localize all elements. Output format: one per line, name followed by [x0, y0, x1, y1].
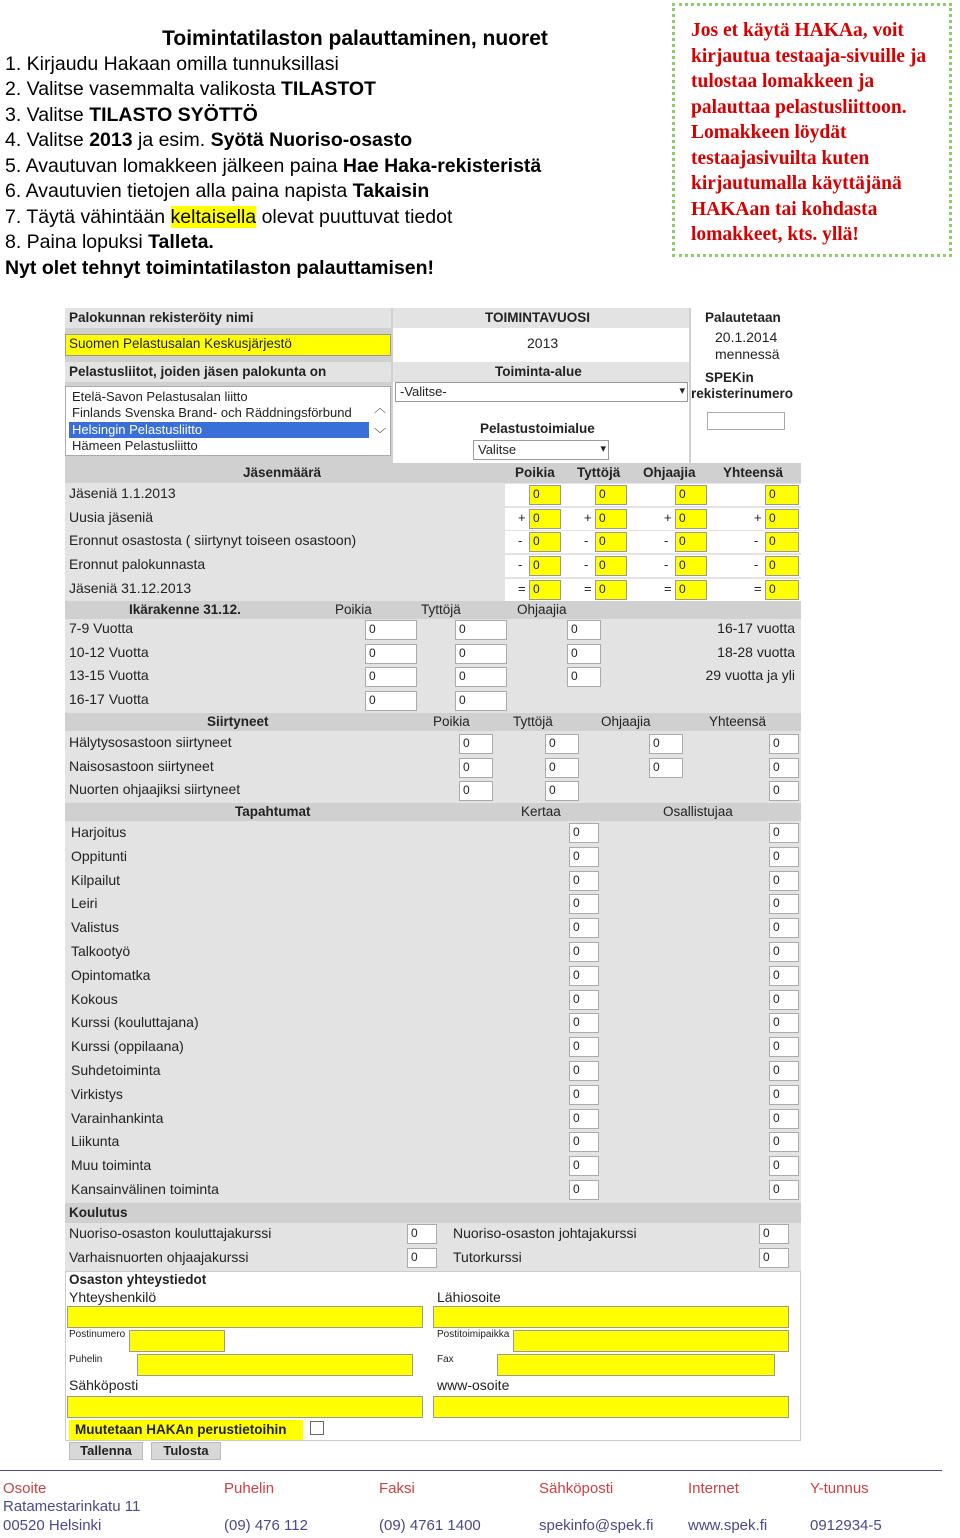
rescue-header: Pelastustoimialue — [480, 421, 595, 436]
training-right-label: Nuoriso-osaston johtajakurssi — [453, 1225, 637, 1241]
event-value-field[interactable]: 0 — [769, 1132, 799, 1152]
membership-row-label: Jäseniä 31.12.2013 — [69, 579, 192, 596]
transfer-value-field[interactable]: 0 — [649, 734, 683, 754]
membership-sign: + — [518, 509, 526, 525]
print-button[interactable]: Tulosta — [151, 1442, 221, 1460]
event-row-label: Kokous — [71, 990, 118, 1007]
event-row-label: Oppitunti — [71, 847, 128, 864]
step-text: olevat puuttuvat tiedot — [256, 205, 453, 228]
col-header: Poikia — [433, 714, 470, 729]
age-group-label: 16-17 vuotta — [717, 620, 795, 636]
event-row-label: Kurssi (kouluttajana) — [71, 1014, 199, 1031]
due-date: 20.1.2014 — [715, 329, 778, 345]
event-value-field[interactable]: 0 — [569, 1132, 599, 1152]
event-value-field[interactable]: 0 — [569, 918, 599, 938]
event-value-field[interactable]: 0 — [569, 1061, 599, 1081]
membership-value-field[interactable]: 0 — [675, 509, 707, 529]
postal-number-field[interactable] — [129, 1330, 225, 1352]
footer-head: Internet — [688, 1480, 739, 1497]
year-header: TOIMINTAVUOSI — [485, 310, 591, 325]
due-header: Palautetaan — [705, 310, 781, 325]
event-value-field[interactable]: 0 — [569, 966, 599, 986]
event-value-field[interactable]: 0 — [769, 1013, 799, 1033]
footer-internet — [688, 1480, 767, 1535]
col-header: Osallistujaa — [663, 804, 733, 819]
col-header: Yhteensä — [709, 714, 767, 729]
fax-field[interactable] — [497, 1354, 775, 1376]
step-3 — [5, 103, 665, 129]
transfer-value-field[interactable]: 0 — [769, 781, 799, 801]
age-value-field[interactable]: 0 — [567, 667, 601, 687]
footer-line: 00520 Helsinki — [3, 1517, 102, 1534]
age-value-field[interactable]: 0 — [567, 620, 601, 640]
membership-sign: - — [754, 533, 759, 549]
event-row-label: Leiri — [71, 895, 98, 912]
event-value-field[interactable]: 0 — [569, 1037, 599, 1057]
membership-sign: + — [584, 509, 592, 525]
event-value-field[interactable]: 0 — [569, 1180, 599, 1200]
event-row-label: Virkistys — [71, 1085, 123, 1102]
footer-fax — [379, 1480, 481, 1535]
event-value-field[interactable]: 0 — [769, 1037, 799, 1057]
area-select[interactable] — [395, 382, 688, 402]
age-row-label: 16-17 Vuotta — [69, 690, 149, 707]
event-row-label: Muu toiminta — [71, 1157, 152, 1174]
step-emphasis: 2013 — [89, 129, 133, 151]
federations-header: Pelastusliitot, joiden jäsen palokunta on — [69, 364, 327, 379]
event-value-field[interactable]: 0 — [769, 942, 799, 962]
event-value-field[interactable]: 0 — [769, 918, 799, 938]
membership-sign: = — [754, 580, 762, 596]
step-emphasis: TILASTOT — [281, 78, 376, 100]
event-value-field[interactable]: 0 — [769, 1109, 799, 1129]
transfer-value-field[interactable]: 0 — [545, 734, 579, 754]
age-value-field[interactable]: 0 — [365, 667, 417, 687]
statistics-form — [65, 308, 801, 1458]
step-text: 2. Valitse vasemmalta valikosta — [5, 78, 281, 100]
training-header: Koulutus — [69, 1205, 128, 1220]
age-value-field[interactable]: 0 — [365, 691, 417, 711]
membership-value-field[interactable]: 0 — [765, 485, 799, 505]
footer-head: Faksi — [379, 1480, 415, 1497]
transfer-value-field[interactable]: 0 — [545, 758, 579, 778]
transfers-header: Siirtyneet — [207, 714, 269, 729]
membership-value-field[interactable]: 0 — [675, 485, 707, 505]
age-group-label: 18-28 vuotta — [717, 643, 795, 660]
footer-line: (09) 4761 1400 — [379, 1517, 481, 1534]
membership-row-label: Eronnut palokunnasta — [69, 556, 206, 573]
membership-row-label: Jäseniä 1.1.2013 — [69, 485, 176, 501]
event-value-field[interactable]: 0 — [769, 1156, 799, 1176]
footer-business-id — [810, 1480, 882, 1535]
events-header: Tapahtumat — [235, 804, 311, 819]
transfer-value-field[interactable]: 0 — [459, 734, 493, 754]
membership-value-field[interactable]: 0 — [675, 532, 707, 552]
col-header: Kertaa — [521, 804, 561, 819]
membership-value-field[interactable]: 0 — [529, 580, 561, 600]
footer-line[interactable]: www.spek.fi — [688, 1517, 768, 1534]
membership-value-field[interactable]: 0 — [595, 580, 627, 600]
step-text: 7. Täytä vähintään — [5, 205, 171, 228]
age-value-field[interactable]: 0 — [567, 644, 601, 664]
contact-person-field[interactable] — [67, 1306, 423, 1328]
instructions-title: Toimintatilaston palauttaminen, nuoret — [162, 27, 548, 50]
rescue-select[interactable] — [473, 440, 609, 460]
col-header: Poikia — [335, 602, 372, 617]
event-value-field[interactable]: 0 — [569, 990, 599, 1010]
step-text: 5. Avautuvan lomakkeen jälkeen paina — [5, 154, 343, 177]
federation-option[interactable]: Finlands Svenska Brand- och Räddningsförbund — [72, 405, 352, 420]
membership-sign: = — [664, 580, 672, 596]
transfer-value-field[interactable]: 0 — [649, 758, 683, 778]
footer-line[interactable]: spekinfo@spek.fi — [539, 1517, 654, 1534]
footer-email — [539, 1480, 653, 1535]
event-value-field[interactable]: 0 — [769, 1180, 799, 1200]
org-name-field[interactable]: Suomen Pelastusalan Keskusjärjestö — [65, 334, 391, 356]
step-text: 4. Valitse — [5, 129, 90, 151]
age-value-field[interactable]: 0 — [365, 644, 417, 664]
step-highlight: keltaisella — [170, 205, 257, 228]
membership-value-field[interactable]: 0 — [529, 509, 561, 529]
spek-number-field[interactable] — [707, 412, 785, 430]
membership-row-label: Eronnut osastosta ( siirtynyt toiseen osastoon) — [69, 532, 357, 549]
age-group-label: 29 vuotta ja yli — [705, 667, 795, 683]
membership-value-field[interactable]: 0 — [529, 556, 561, 576]
event-row-label: Harjoitus — [71, 824, 127, 840]
area-select-value: -Valitse- — [400, 384, 447, 399]
postal-number-label: Postinumero — [69, 1329, 126, 1340]
chevron-down-icon: ▾ — [600, 443, 606, 455]
footer-head: Puhelin — [224, 1480, 275, 1497]
membership-value-field[interactable]: 0 — [595, 556, 627, 576]
event-value-field[interactable]: 0 — [569, 847, 599, 867]
membership-sign: - — [584, 533, 589, 549]
org-header: Palokunnan rekisteröity nimi — [69, 310, 254, 325]
training-left-field[interactable]: 0 — [407, 1248, 437, 1268]
change-basic-info-label: Muutetaan HAKAn perustietoihin — [75, 1422, 287, 1437]
event-value-field[interactable]: 0 — [569, 1013, 599, 1033]
event-row-label: Liikunta — [71, 1133, 120, 1150]
event-value-field[interactable]: 0 — [569, 1109, 599, 1129]
age-value-field[interactable]: 0 — [455, 620, 507, 640]
event-value-field[interactable]: 0 — [769, 871, 799, 891]
membership-sign: = — [518, 580, 526, 596]
footer-line: (09) 476 112 — [224, 1517, 308, 1534]
federation-option[interactable]: Etelä-Savon Pelastusalan liitto — [72, 389, 248, 404]
training-left-label: Nuoriso-osaston kouluttajakurssi — [69, 1225, 272, 1241]
event-value-field[interactable]: 0 — [769, 966, 799, 986]
age-row-label: 7-9 Vuotta — [69, 620, 134, 636]
event-value-field[interactable]: 0 — [769, 1061, 799, 1081]
col-header: Ohjaajia — [643, 465, 696, 480]
col-header: Tyttöjä — [577, 465, 621, 480]
membership-value-field[interactable]: 0 — [595, 532, 627, 552]
federation-option[interactable]: Hämeen Pelastusliitto — [72, 438, 198, 453]
training-right-field[interactable]: 0 — [759, 1248, 789, 1268]
membership-row-label: Uusia jäseniä — [69, 508, 154, 525]
contact-person-label: Yhteyshenkilö — [69, 1289, 157, 1305]
membership-sign: - — [664, 533, 669, 549]
membership-sign: + — [754, 509, 762, 525]
event-value-field[interactable]: 0 — [569, 823, 599, 843]
transfer-value-field[interactable]: 0 — [545, 781, 579, 801]
scroll-down-icon[interactable]: ﹀ — [373, 427, 386, 441]
membership-sign: - — [584, 557, 589, 573]
footer-head: Y-tunnus — [810, 1480, 869, 1497]
ages-body — [65, 619, 801, 713]
membership-sign: - — [518, 557, 523, 573]
transfer-value-field[interactable]: 0 — [769, 734, 799, 754]
step-2 — [5, 77, 665, 103]
membership-value-field[interactable]: 0 — [529, 485, 561, 505]
transfer-value-field[interactable]: 0 — [769, 758, 799, 778]
footer-address — [3, 1480, 140, 1535]
event-value-field[interactable]: 0 — [769, 990, 799, 1010]
training-left-label: Varhaisnuorten ohjaajakurssi — [69, 1249, 249, 1265]
step-6 — [5, 179, 665, 205]
age-value-field[interactable]: 0 — [365, 620, 417, 640]
event-value-field[interactable]: 0 — [569, 871, 599, 891]
step-text: 3. Valitse — [5, 103, 90, 126]
change-basic-info-checkbox[interactable] — [310, 1421, 324, 1435]
chevron-down-icon: ▾ — [679, 385, 685, 397]
col-header: Ohjaajia — [601, 714, 651, 729]
transfer-value-field[interactable]: 0 — [459, 758, 493, 778]
event-row-label: Talkootyö — [71, 943, 131, 959]
postal-office-label: Postitoimipaikka — [437, 1329, 510, 1340]
membership-sign: + — [664, 509, 672, 525]
step-7 — [5, 205, 665, 231]
col-header: Tyttöjä — [513, 714, 553, 729]
membership-sign: - — [754, 557, 759, 573]
haka-note: Jos et käytä HAKAa, voit kirjautua testaaja-sivuille ja tulostaa lomakkeen ja palauttaa pelastusliittoon. Lomakkeen löydät testaajasivuilta kuten kirjautumalla käyttäjänä HAKAan tai kohdasta lomakkeet, kts. yllä! — [672, 3, 952, 257]
federations-listbox[interactable] — [65, 386, 391, 456]
event-value-field[interactable]: 0 — [769, 823, 799, 843]
step-emphasis: TILASTO SYÖTTÖ — [89, 103, 258, 126]
membership-value-field[interactable]: 0 — [675, 556, 707, 576]
step-emphasis: Hae Haka-rekisteristä — [342, 154, 542, 177]
federation-option-selected[interactable]: Helsingin Pelastusliitto — [69, 422, 369, 438]
training-header-bg — [65, 1203, 801, 1223]
area-header: Toiminta-alue — [495, 364, 582, 379]
event-row-label: Varainhankinta — [71, 1109, 164, 1126]
year-value: 2013 — [527, 335, 559, 351]
step-8 — [5, 230, 665, 256]
event-value-field[interactable]: 0 — [769, 847, 799, 867]
membership-header: Jäsenmäärä — [243, 465, 322, 480]
membership-sign: = — [584, 580, 592, 596]
step-emphasis: Syötä Nuoriso-osasto — [210, 129, 413, 151]
email-label: Sähköposti — [69, 1377, 139, 1393]
training-left-field[interactable]: 0 — [407, 1224, 437, 1244]
step-text: ja esim. — [132, 129, 211, 151]
membership-sign: - — [664, 557, 669, 573]
step-5 — [5, 154, 665, 180]
membership-value-field[interactable]: 0 — [675, 580, 707, 600]
footer-line: Ratamestarinkatu 11 — [3, 1498, 141, 1515]
event-value-field[interactable]: 0 — [769, 1085, 799, 1105]
age-value-field[interactable]: 0 — [455, 691, 507, 711]
step-text: 6. Avautuvien tietojen alla paina napista — [5, 180, 353, 202]
contact-header: Osaston yhteystiedot — [69, 1272, 207, 1287]
save-button[interactable]: Tallenna — [69, 1442, 143, 1460]
event-value-field[interactable]: 0 — [569, 894, 599, 914]
membership-value-field[interactable]: 0 — [595, 485, 627, 505]
membership-value-field[interactable]: 0 — [765, 509, 799, 529]
footer-phone — [224, 1480, 308, 1535]
step-1 — [5, 52, 665, 78]
rescue-select-value: Valitse — [478, 442, 517, 457]
membership-value-field[interactable]: 0 — [595, 509, 627, 529]
footer-rule — [0, 1470, 942, 1471]
membership-value-field[interactable]: 0 — [529, 532, 561, 552]
web-field[interactable] — [433, 1396, 789, 1418]
training-right-field[interactable]: 0 — [759, 1224, 789, 1244]
event-row-label: Kansainvälinen toiminta — [71, 1181, 219, 1197]
transfer-value-field[interactable]: 0 — [459, 781, 493, 801]
membership-value-field[interactable]: 0 — [765, 556, 799, 576]
transfer-row-label: Hälytysosastoon siirtyneet — [69, 734, 232, 750]
instructions-closing: Nyt olet tehnyt toimintatilaston palauttamisen! — [5, 256, 435, 279]
transfer-row-label: Nuorten ohjaajiksi siirtyneet — [69, 781, 241, 797]
footer-line: 0912934-5 — [810, 1517, 882, 1534]
col-header: Poikia — [515, 465, 555, 480]
email-field[interactable] — [67, 1396, 423, 1418]
postal-office-field[interactable] — [513, 1330, 789, 1352]
event-value-field[interactable]: 0 — [569, 1156, 599, 1176]
instructions — [5, 26, 665, 281]
footer-head: Sähköposti — [539, 1480, 614, 1497]
age-row-label: 13-15 Vuotta — [69, 667, 149, 683]
step-emphasis: Talleta. — [148, 231, 214, 253]
membership-value-field[interactable]: 0 — [765, 532, 799, 552]
membership-sign: - — [518, 533, 523, 549]
web-label: www-osoite — [437, 1377, 510, 1393]
col-header: Ohjaajia — [517, 602, 567, 617]
street-field[interactable] — [433, 1306, 789, 1328]
membership-value-field[interactable]: 0 — [765, 580, 799, 600]
spek-header-2: rekisterinumero — [691, 386, 794, 401]
age-value-field[interactable]: 0 — [455, 644, 507, 664]
event-row-label: Kurssi (oppilaana) — [71, 1038, 184, 1055]
event-value-field[interactable]: 0 — [569, 1085, 599, 1105]
step-text: 1. Kirjaudu Hakaan omilla tunnuksillasi — [5, 52, 339, 75]
due-suffix: mennessä — [715, 346, 780, 362]
fax-label: Fax — [437, 1354, 454, 1365]
scroll-up-icon[interactable]: ︿ — [373, 401, 386, 415]
event-row-label: Suhdetoiminta — [71, 1062, 161, 1078]
training-right-label: Tutorkurssi — [453, 1249, 522, 1265]
age-row-label: 10-12 Vuotta — [69, 643, 149, 660]
event-value-field[interactable]: 0 — [769, 894, 799, 914]
step-text: 8. Paina lopuksi — [5, 231, 149, 253]
footer-head: Osoite — [3, 1480, 47, 1497]
transfer-row-label: Naisosastoon siirtyneet — [69, 757, 214, 774]
event-row-label: Kilpailut — [71, 871, 121, 888]
ages-header: Ikärakenne 31.12. — [129, 602, 241, 617]
step-emphasis: Takaisin — [352, 180, 430, 202]
street-label: Lähiosoite — [437, 1289, 501, 1305]
phone-label: Puhelin — [69, 1354, 103, 1365]
step-4 — [5, 128, 665, 154]
event-row-label: Opintomatka — [71, 966, 151, 983]
event-value-field[interactable]: 0 — [569, 942, 599, 962]
col-header: Yhteensä — [723, 465, 784, 480]
events-body — [65, 821, 801, 1203]
event-row-label: Valistus — [71, 919, 119, 936]
spek-header-1: SPEKin — [705, 370, 754, 385]
age-value-field[interactable]: 0 — [455, 667, 507, 687]
col-header: Tyttöjä — [421, 602, 461, 617]
phone-field[interactable] — [137, 1354, 413, 1376]
